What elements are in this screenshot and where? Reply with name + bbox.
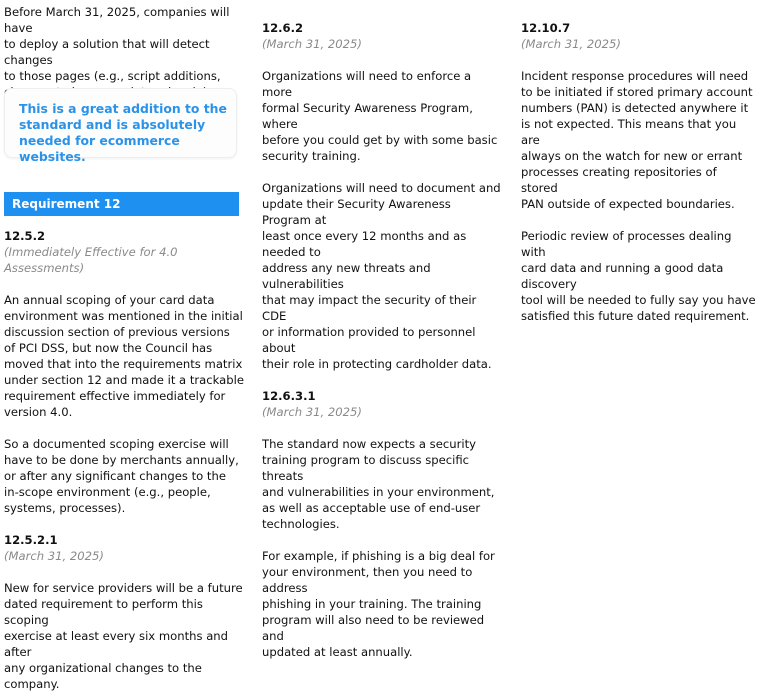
callout-text: This is a great addition to the standard and is absolutely needed for ecommerce websites. [19,101,227,164]
section-paragraph: Incident response procedures will need to be initiated if stored primary account numbers (PAN) is detected anywhere it is not expected. This means that you are always on the watch for new or errant processes creating repositories of stored PAN outside of expected boundaries. [521,69,753,211]
section-paragraph: Periodic review of processes dealing with card data and running a good data discovery tool will be needed to fully say you have satisfied this future dated requirement. [521,229,756,323]
section-date: (March 31, 2025) [4,549,104,563]
column-3 [521,4,757,324]
section-subtitle: (Immediately Effective for 4.0 Assessments) [4,245,178,275]
section-paragraph: The standard now expects a security training program to discuss specific threats and vulnerabilities in your environment, as well as acceptable use of end-user technologies. [262,437,495,531]
intro-paragraph: Before March 31, 2025, companies will have to deploy a solution that will detect changes to those pages (e.g., script additions, [4,5,230,83]
column-1 [4,4,240,100]
section-paragraph: New for service providers will be a future dated requirement to perform this scoping exercise at least every six months and after any organizational changes to the company. [4,581,243,691]
section-paragraph: So a documented scoping exercise will have to be done by merchants annually, or after any significant changes to the in-scope environment (e.g., people, systems, processes). [4,437,239,515]
section-number: 12.5.2 [4,229,46,243]
section-heading-12-5-2-1 [4,516,244,564]
section-date: (March 31, 2025) [262,405,362,419]
column-2 [262,4,502,660]
section-date: (March 31, 2025) [521,37,621,51]
section-number: 12.6.3.1 [262,389,316,403]
requirement-12-header: Requirement 12 [4,192,239,216]
section-paragraph: For example, if phishing is a big deal for your environment, then you need to address phishing in your training. The training program will also need to be reviewed and updated at least annually. [262,549,495,659]
section-paragraph: Organizations will need to document and update their Security Awareness Program at least once every 12 months and as needed to address any new threats and vulnerabilities that may impact the security of their CDE or information provided to personnel about their role in protecting cardholder data. [262,181,501,371]
section-heading-12-6-3-1 [262,372,502,420]
section-date: (March 31, 2025) [262,37,362,51]
section-number: 12.5.2.1 [4,533,58,547]
section-number: 12.6.2 [262,21,304,35]
section-paragraph: Organizations will need to enforce a more formal Security Awareness Program, where before you could get by with some basic security training. [262,69,498,163]
section-heading-12-6-2 [262,4,502,52]
callout-box [4,88,237,164]
section-heading-12-10-7 [521,4,757,52]
section-12-5-2 [4,228,244,692]
section-number: 12.10.7 [521,21,571,35]
section-paragraph: An annual scoping of your card data environment was mentioned in the initial discussion section of previous versions of PCI DSS, but now the Council has moved that into the requirements matrix under section 12 and made it a trackable requirement effective immediately for version 4.0. [4,293,244,419]
